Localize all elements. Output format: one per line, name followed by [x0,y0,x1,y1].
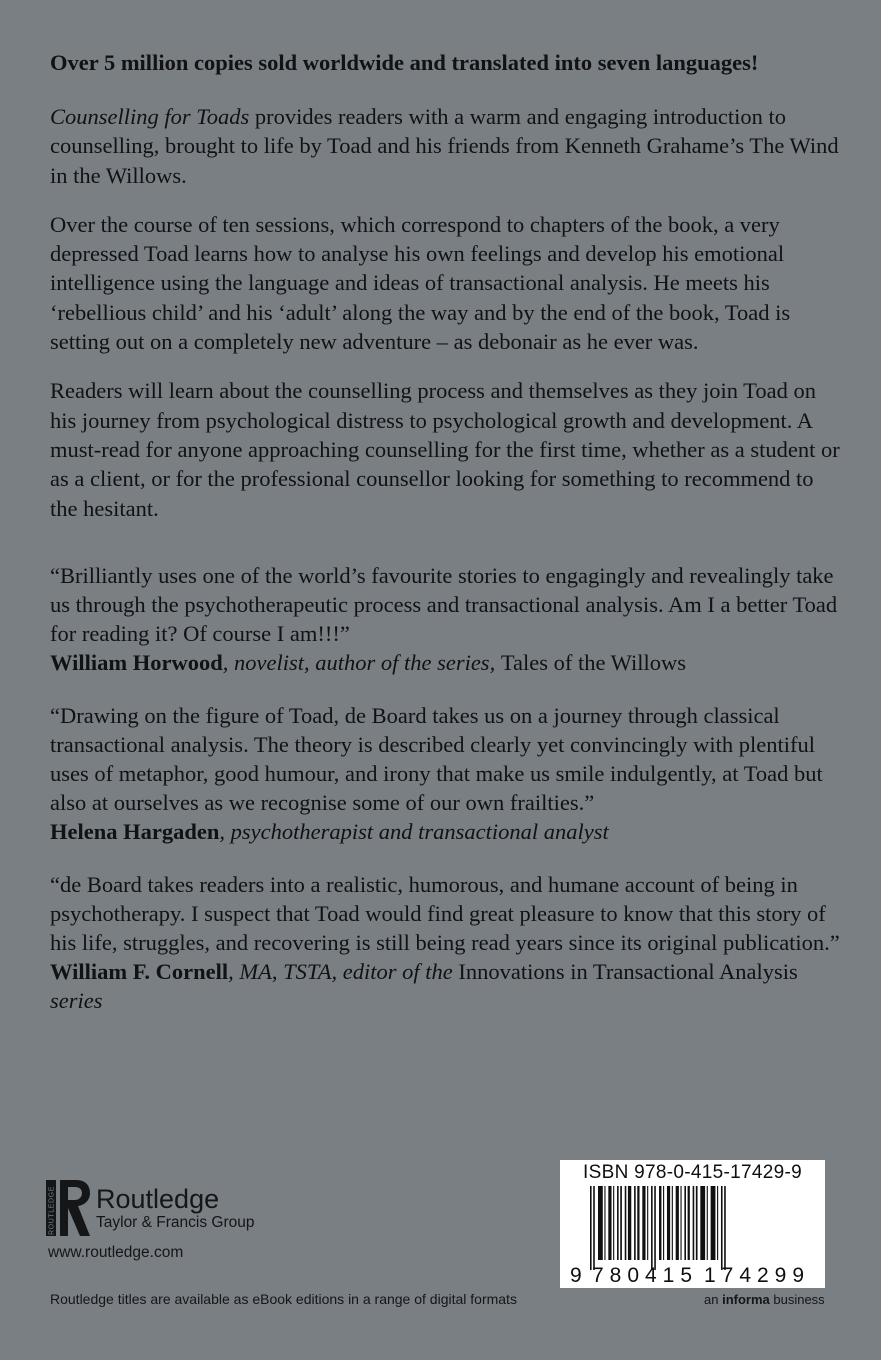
synopsis-paragraph: Over the course of ten sessions, which correspond to chapters of the book, a very depressed Toad learns how to analyse his own feelings and develop his emotional intelligence using the language and ideas of transactional analysis. He meets his ‘rebellious child’ and his ‘adult’ along the way and by the end of the book, Toad is setting out on a completely new adventure – as debonair as he ever was. [50,211,791,355]
barcode-bar [613,1186,614,1260]
quote-role: , psychotherapist and transactional analyst [219,818,609,844]
barcode-bar [620,1186,622,1260]
back-cover-text [50,48,840,1039]
barcode-bar [647,1186,648,1260]
barcode-guard-bar [593,1186,595,1270]
barcode-bar [625,1186,627,1260]
barcode-bar [608,1186,611,1260]
barcode-bar [634,1186,636,1260]
barcode-bar [598,1186,603,1260]
intro-paragraph [50,102,840,190]
quote-role-end: series [50,987,103,1013]
publisher-logo [46,1178,346,1238]
quote-text: “Drawing on the figure of Toad, de Board takes us on a journey through classical transactional analysis. The theory is described clearly yet convincingly with plentiful uses of metaphor, good humour, and irony that make us smile indulgently, at Toad but also at ourselves as we recognise some of our own frailties.” [50,702,823,815]
barcode-bar [659,1186,661,1260]
publisher-url: www.routledge.com [48,1244,184,1261]
svg-text:ROUTLEDGE: ROUTLEDGE [48,1186,56,1235]
barcode-guard-bar [654,1186,656,1270]
barcode-bar [617,1186,619,1260]
quote-role: , novelist, author of the series, [222,649,501,675]
informa-prefix: an [704,1292,723,1307]
publisher-name: Routledge [96,1184,220,1214]
headline: Over 5 million copies sold worldwide and translated into seven languages! [50,50,759,75]
endorsements [50,561,840,1015]
ebook-note: Routledge titles are available as eBook editions in a range of digital formats [50,1291,517,1307]
barcode-bar [717,1186,718,1260]
publisher-group: Taylor & Francis Group [96,1214,255,1231]
barcode-digits-right: 174299 [704,1264,804,1287]
barcode-bar [642,1186,645,1260]
quote-text: “Brilliantly uses one of the world’s favourite stories to engagingly and revealingly take us through the psychotherapeutic process and transactional analysis. Am I a better Toad for reading it? Of course I am!!!” [50,562,838,646]
isbn-barcode [560,1160,825,1288]
barcode-bar [676,1186,679,1260]
endorsement-hargaden [50,701,840,846]
barcode-guard-bar [651,1186,653,1270]
barcode-bar [693,1186,695,1260]
barcode-bar [700,1186,705,1260]
quote-author: Helena Hargaden [50,818,220,844]
barcode-digits-left: 780415 [592,1264,692,1287]
barcode-bar [696,1186,698,1260]
intro-text: provides readers with a warm and engaging introduction to counselling, brought to life by Toad and his friends from Kenneth Grahame’s The Wind in the Willows. [50,104,839,188]
barcode-digit-lead: 9 [570,1264,582,1287]
quote-author: William F. Cornell [50,958,229,984]
quote-author: William Horwood [50,649,223,675]
book-title: Counselling for Toads [50,104,250,129]
barcode-bar [667,1186,670,1260]
barcode-bar [711,1186,716,1260]
quote-role-title: Innovations in Transactional Analysis [458,958,798,984]
routledge-logo-icon [46,1178,92,1238]
isbn-label: ISBN 978-0-415-17429-9 [583,1162,802,1183]
audience-paragraph: Readers will learn about the counselling process and themselves as they join Toad on his journey from psychological distress to psychological growth and development. A must-read for anyone approaching counselling for the first time, whether as a student or as a client, or for the professional counsellor looking for something to recommend to the hesitant. [50,378,840,521]
informa-brand: informa [722,1292,770,1307]
quote-role-title: Tales of the Willows [500,649,687,675]
barcode-bar [684,1186,686,1260]
barcode-bar [637,1186,639,1260]
endorsement-horwood [50,561,840,677]
barcode-bar [688,1186,690,1260]
barcode-guard-bar [590,1186,592,1270]
endorsement-cornell [50,870,840,1015]
quote-text: “de Board takes readers into a realistic, humorous, and humane account of being in psychotherapy. I suspect that Toad would find great pleasure to know that this story of his life, struggles, and recovering is still being read years since its original publication.” [50,871,840,955]
barcode-bar [707,1186,708,1260]
barcode-bar [628,1186,631,1260]
informa-tagline [704,1292,825,1307]
quote-role: , MA, TSTA, editor of the [228,958,459,984]
barcode-bar [663,1186,664,1260]
informa-suffix: business [769,1292,825,1307]
barcode-bar [680,1186,681,1260]
barcode-guard-bar [724,1186,726,1270]
barcode-bar [672,1186,673,1260]
barcode-bar [604,1186,605,1260]
barcode-guard-bar [721,1186,723,1270]
